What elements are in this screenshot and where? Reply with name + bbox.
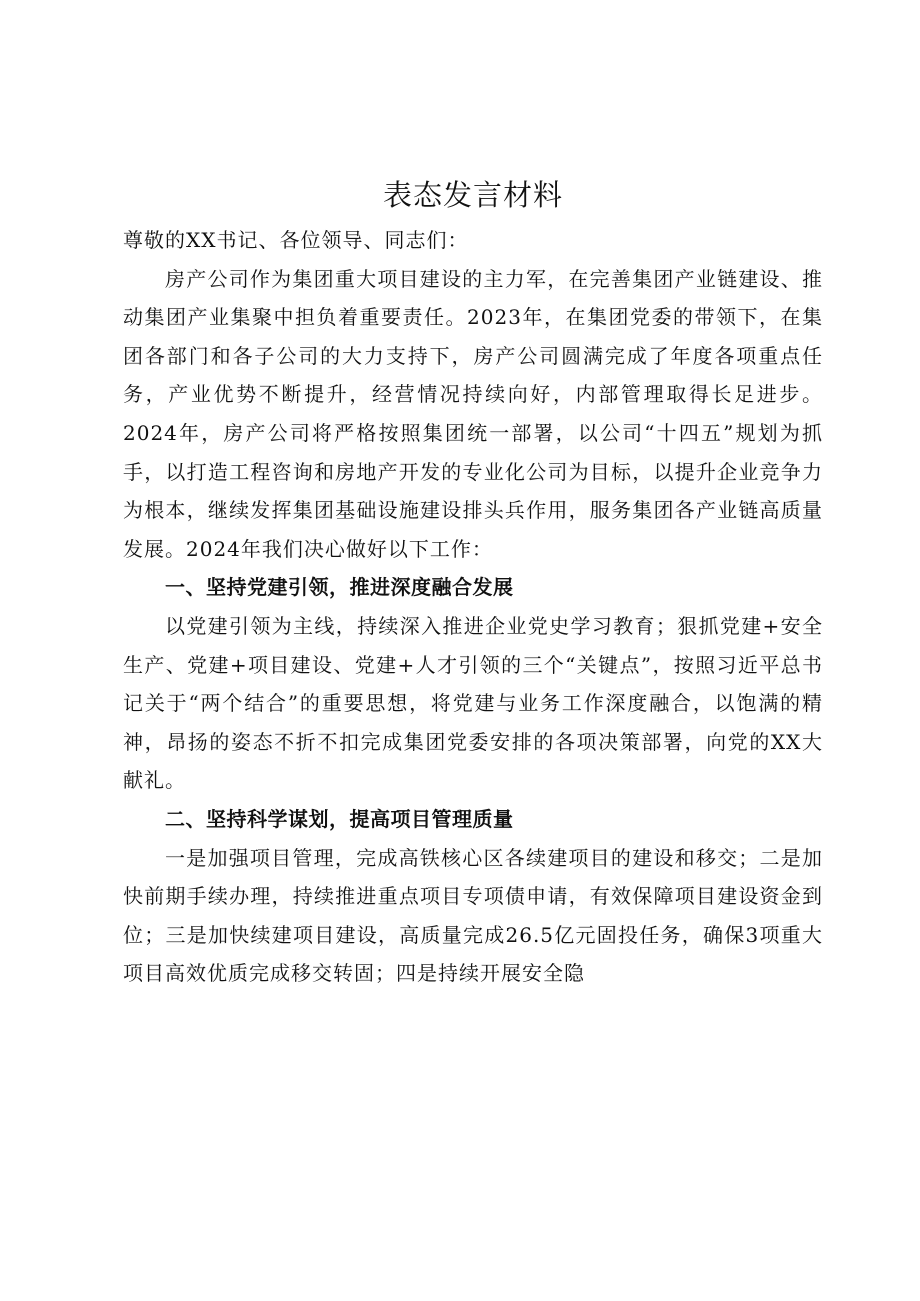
document-title: 表态发言材料 (382, 178, 563, 212)
intro-paragraph: 房产公司作为集团重大项目建设的主力军，在完善集团产业链建设、推动集团产业集聚中担负着重要责任。2023年，在集团党委的带领下，在集团各部门和各子公司的大力支持下，房产公司圆满完成了年度各项重点任务，产业优势不断提升，经营情况持续向好，内部管理取得长足进步。2024年，房产公司将严格按照集团统一部署，以公司“十四五”规划为抓手，以打造工程咨询和房地产开发的专业化公司为目标，以提升企业竞争力为根本，继续发挥集团基础设施建设排头兵作用，服务集团各产业链高质量发展。2024年我们决心做好以下工作： (123, 266, 823, 561)
section-heading-1: 一、坚持党建引领，推进深度融合发展 (165, 575, 514, 600)
salutation: 尊敬的XX书记、各位领导、同志们： (123, 228, 469, 252)
section-body-2: 一是加强项目管理，完成高铁核心区各续建项目的建设和移交；二是加快前期手续办理，持续推进重点项目专项债申请，有效保障项目建设资金到位；三是加快续建项目建设，高质量完成26.5亿元固投任务，确保3项重大项目高效优质完成移交转固；四是持续开展安全隐 (123, 845, 823, 986)
section-heading-2: 二、坚持科学谋划，提高项目管理质量 (165, 806, 514, 831)
section-body-1: 以党建引领为主线，持续深入推进企业党史学习教育；狠抓党建+安全生产、党建+项目建设、党建+人才引领的三个“关键点”，按照习近平总书记关于“两个结合”的重要思想，将党建与业务工作深度融合，以饱满的精神，昂扬的姿态不折不扣完成集团党委安排的各项决策部署，向党的XX大献礼。 (123, 613, 823, 793)
document-body (123, 172, 823, 993)
